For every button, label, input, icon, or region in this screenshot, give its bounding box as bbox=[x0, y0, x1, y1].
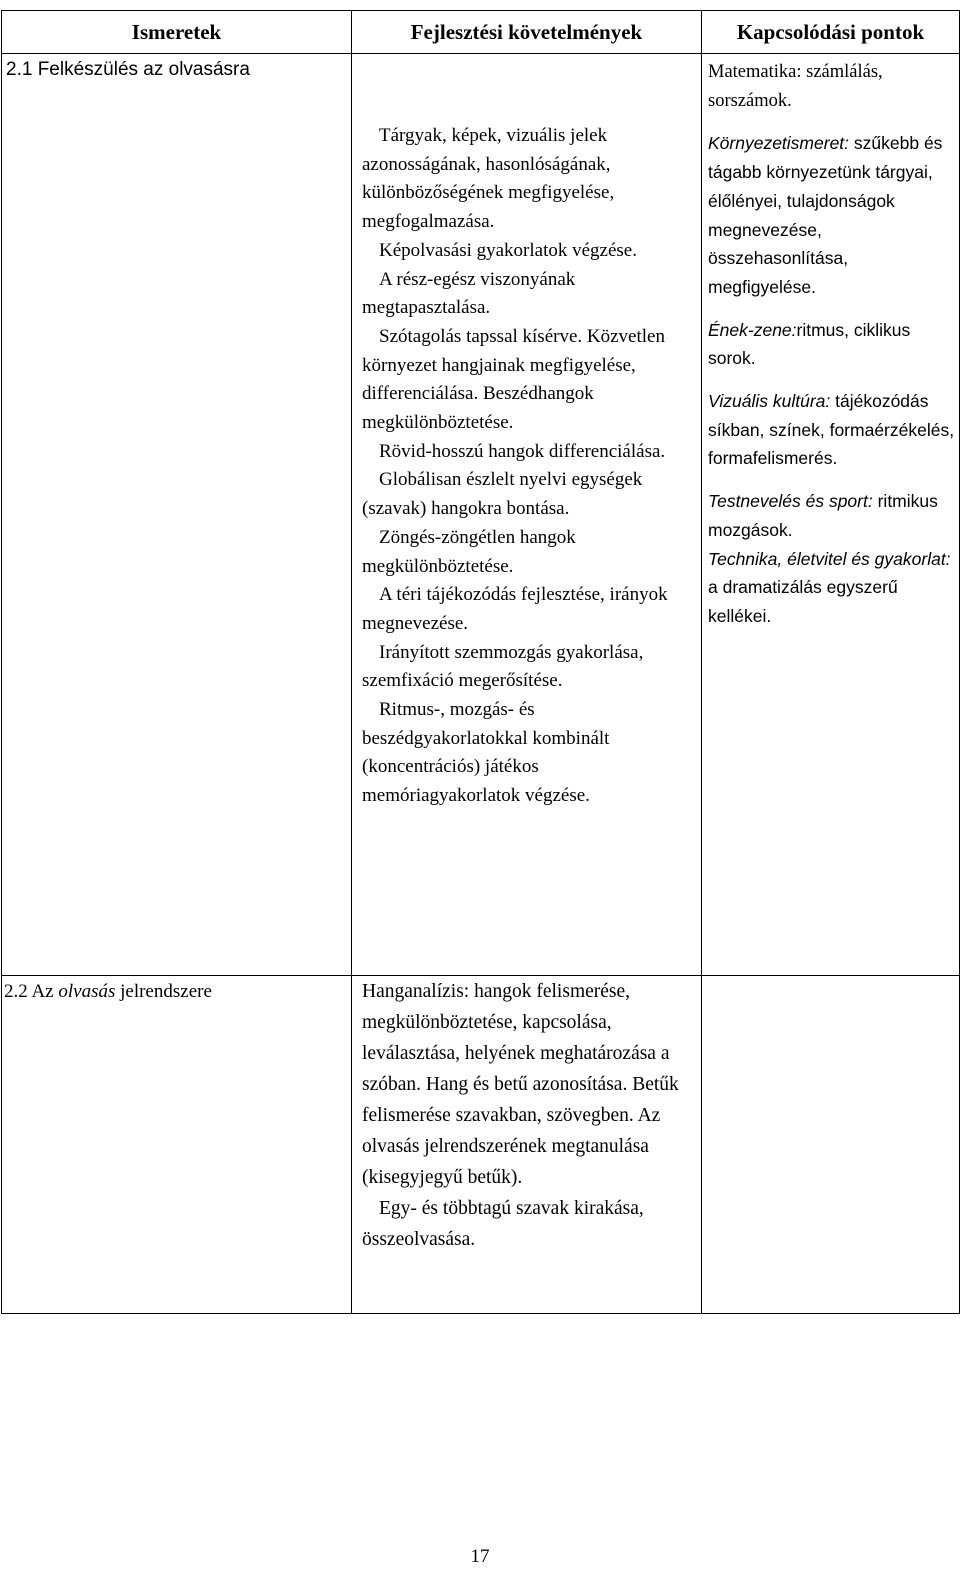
connection-technology bbox=[708, 545, 955, 631]
requirement-item: Rövid-hosszú hangok differenciálása. bbox=[379, 440, 666, 462]
requirement-item: A rész-egész viszonyának megtapasztalása. bbox=[362, 268, 576, 319]
requirements-list bbox=[352, 976, 701, 1255]
connection-environment bbox=[708, 129, 955, 301]
header-row bbox=[2, 11, 960, 54]
connections-cell bbox=[702, 54, 960, 976]
connection-visual bbox=[708, 387, 955, 473]
header-ismeretek: Ismeretek bbox=[2, 11, 352, 54]
requirement-item: Tárgyak, képek, vizuális jelek azonosságának, hasonlóságának, különbözőségének megfigyelése, megfogalmazása. bbox=[362, 125, 615, 233]
page-number: 17 bbox=[470, 1546, 490, 1567]
requirement-item: A téri tájékozódás fejlesztése, irányok megnevezése. bbox=[362, 584, 668, 634]
topic-label bbox=[2, 976, 351, 1004]
topic-suffix: jelrendszere bbox=[120, 981, 212, 1002]
connection-math: Matematika: számlálás, sorszámok. bbox=[708, 62, 883, 111]
connection-visual-label: Vizuális kultúra: bbox=[708, 391, 831, 412]
requirements-cell bbox=[352, 976, 702, 1314]
topic-cell bbox=[2, 976, 352, 1314]
header-kapcsolodasi-pontok: Kapcsolódási pontok bbox=[702, 11, 960, 54]
requirement-item: Hanganalízis: hangok felismerése, megkülönböztetése, kapcsolása, leválasztása, helyének meghatározása a szóban. Hang és betű azonosítása. Betűk felismerése szavakban, szövegben. Az olvasás jelrendszerének megtanulása (kisegyjegyű betűk). bbox=[362, 981, 679, 1188]
requirement-item: Szótagolás tapssal kísérve. Közvetlen környezet hangjainak megfigyelése, differenciálása. Beszédhangok megkülönböztetése. bbox=[362, 325, 665, 434]
curriculum-table bbox=[1, 10, 960, 1314]
connection-pe-text: ritmikus mozgások. bbox=[708, 491, 938, 540]
connection-pe bbox=[708, 487, 955, 544]
topic-cell bbox=[2, 54, 352, 976]
requirements-cell bbox=[352, 54, 702, 976]
connections-list bbox=[702, 54, 959, 631]
connection-environment-text: szűkebb és tágabb környezetünk tárgyai, élőlényei, tulajdonságok megnevezése, összehasonlítása, megfigyelése. bbox=[708, 133, 943, 297]
topic-label: 2.1 Felkészülés az olvasásra bbox=[6, 59, 250, 80]
connection-technology-label: Technika, életvitel és gyakorlat: bbox=[708, 548, 951, 569]
connection-visual-text: tájékozódás síkban, színek, formaérzékelés, formafelismerés. bbox=[708, 391, 955, 469]
requirement-item: Irányított szemmozgás gyakorlása, szemfixáció megerősítése. bbox=[362, 641, 644, 692]
connection-technology-text: a dramatizálás egyszerű kellékei. bbox=[708, 577, 898, 626]
requirement-item: Képolvasási gyakorlatok végzése. bbox=[379, 239, 637, 261]
requirement-item: Zöngés-zöngétlen hangok megkülönböztetése. bbox=[362, 526, 576, 577]
connection-music-label: Ének-zene: bbox=[708, 319, 797, 340]
connection-pe-label: Testnevelés és sport: bbox=[708, 491, 873, 512]
connection-music-text: ritmus, ciklikus sorok. bbox=[708, 319, 911, 369]
requirement-item: Ritmus-, mozgás- és beszédgyakorlatokkal kombinált (koncentrációs) játékos memóriagyakorlatok végzése. bbox=[362, 699, 610, 807]
topic-prefix: 2.2 Az bbox=[4, 981, 54, 1002]
connections-cell bbox=[702, 976, 960, 1314]
requirement-item: Globálisan észlelt nyelvi egységek (szavak) hangokra bontása. bbox=[362, 469, 643, 520]
table-row bbox=[2, 976, 960, 1314]
header-fejlesztesi-kovetelmenyek: Fejlesztési követelmények bbox=[352, 11, 702, 54]
topic-emphasis: olvasás bbox=[58, 981, 116, 1002]
table-row bbox=[2, 54, 960, 976]
requirement-item: Egy- és többtagú szavak kirakása, összeolvasása. bbox=[362, 1198, 644, 1250]
connection-environment-label: Környezetismeret: bbox=[708, 133, 850, 154]
connection-music bbox=[708, 316, 955, 373]
requirements-list bbox=[352, 54, 701, 811]
